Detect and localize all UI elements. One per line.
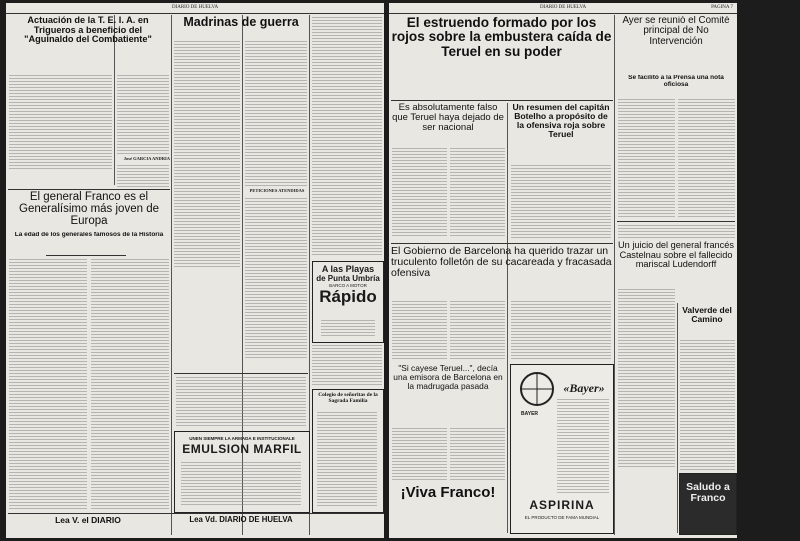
- valverde-heading: Valverde del Camino: [682, 306, 732, 324]
- article-si-cayese-teruel: "Si cayese Teruel...", decía una emisora de Barcelona en la madrugada pasada: [393, 364, 503, 391]
- right-newspaper-page: [389, 3, 737, 538]
- headline-estruendo: El estruendo formado por los rojos sobre la embustera caída de Teruel en su poder: [391, 16, 612, 59]
- article-madrinas: [174, 16, 308, 38]
- article-no-intervencion: Ayer se reunió el Comité principal de No Intervención: [622, 16, 730, 47]
- emulsion-marfil-title: EMULSION MARFIL: [182, 442, 302, 456]
- page-number: PAGINA 7: [711, 5, 733, 10]
- headline-teia: Actuación de la T. E. I. A. en Trigueros a beneficio del "Aguinaldo del Combatiente": [24, 16, 152, 45]
- article-franco-generalisimo: [8, 191, 170, 231]
- ad-bayer-aspirina: BAYER «Bayer» ASPIRINA EL PRODUCTO DE FAMA MUNDIAL: [510, 364, 614, 534]
- footer-lea-diario-huelva: Lea Vd. DIARIO DE HUELVA: [189, 516, 293, 524]
- right-running-head: DIARIO DE HUELVA PAGINA 7: [389, 3, 737, 14]
- article-teruel-falso: Es absolutamente falso que Teruel haya dejado de ser nacional: [392, 103, 504, 133]
- ad-emulsion-marfil: UNEN SIEMPRE LA ARMADA E INSTITUCIONALE EMULSION MARFIL: [174, 431, 310, 513]
- viva-franco-block: ¡Viva Franco!: [400, 485, 496, 501]
- footer-lea-diario: Lea V. el DIARIO: [55, 516, 121, 525]
- article-capitan-botelho: Un resumen del capitán Botelho a propósito de la ofensiva roja sobre Teruel: [512, 103, 610, 140]
- article-castelnau-ludendorff: Un juicio del general francés Castelnau sobre el fallecido mariscal Ludendorff: [618, 241, 734, 270]
- bayer-cross-logo-icon: [519, 371, 555, 407]
- article-gobierno-barcelona: El Gobierno de Barcelona ha querido trazar un truculento folletón de su cacareada y fracasada ofensiva: [391, 246, 612, 280]
- left-newspaper-page: [6, 3, 384, 538]
- rapido-title: Rápido: [319, 287, 377, 306]
- nota-oficiosa: Se facilitó a la Prensa una nota oficiosa: [628, 75, 724, 88]
- left-running-head: DIARIO DE HUELVA: [6, 3, 384, 14]
- bayer-brand: «Bayer»: [563, 381, 605, 395]
- colegio-sagrada-familia: Colegio de señoritas de la Sagrada Familia: [312, 389, 384, 513]
- article-teia-trigueros: [8, 16, 168, 76]
- subhead-generales: La edad de los generales famosos de la Historia: [14, 232, 164, 238]
- peticiones-heading: PETICIONES ATENDIDAS: [249, 188, 305, 193]
- headline-madrinas: Madrinas de guerra: [183, 16, 299, 29]
- aspirina-title: ASPIRINA: [529, 498, 595, 512]
- main-headline-block: [391, 16, 612, 98]
- ad-playas-punta-umbria: A las Playas de Punta Umbría BARCO A MOTOR Rápido: [312, 261, 384, 343]
- saludo-a-franco-block: Saludo a Franco: [679, 473, 737, 535]
- byline-garcia: José GARCIA ANDRIA: [123, 156, 170, 161]
- headline-franco-joven: El general Franco es el Generalísimo más joven de Europa: [19, 191, 159, 228]
